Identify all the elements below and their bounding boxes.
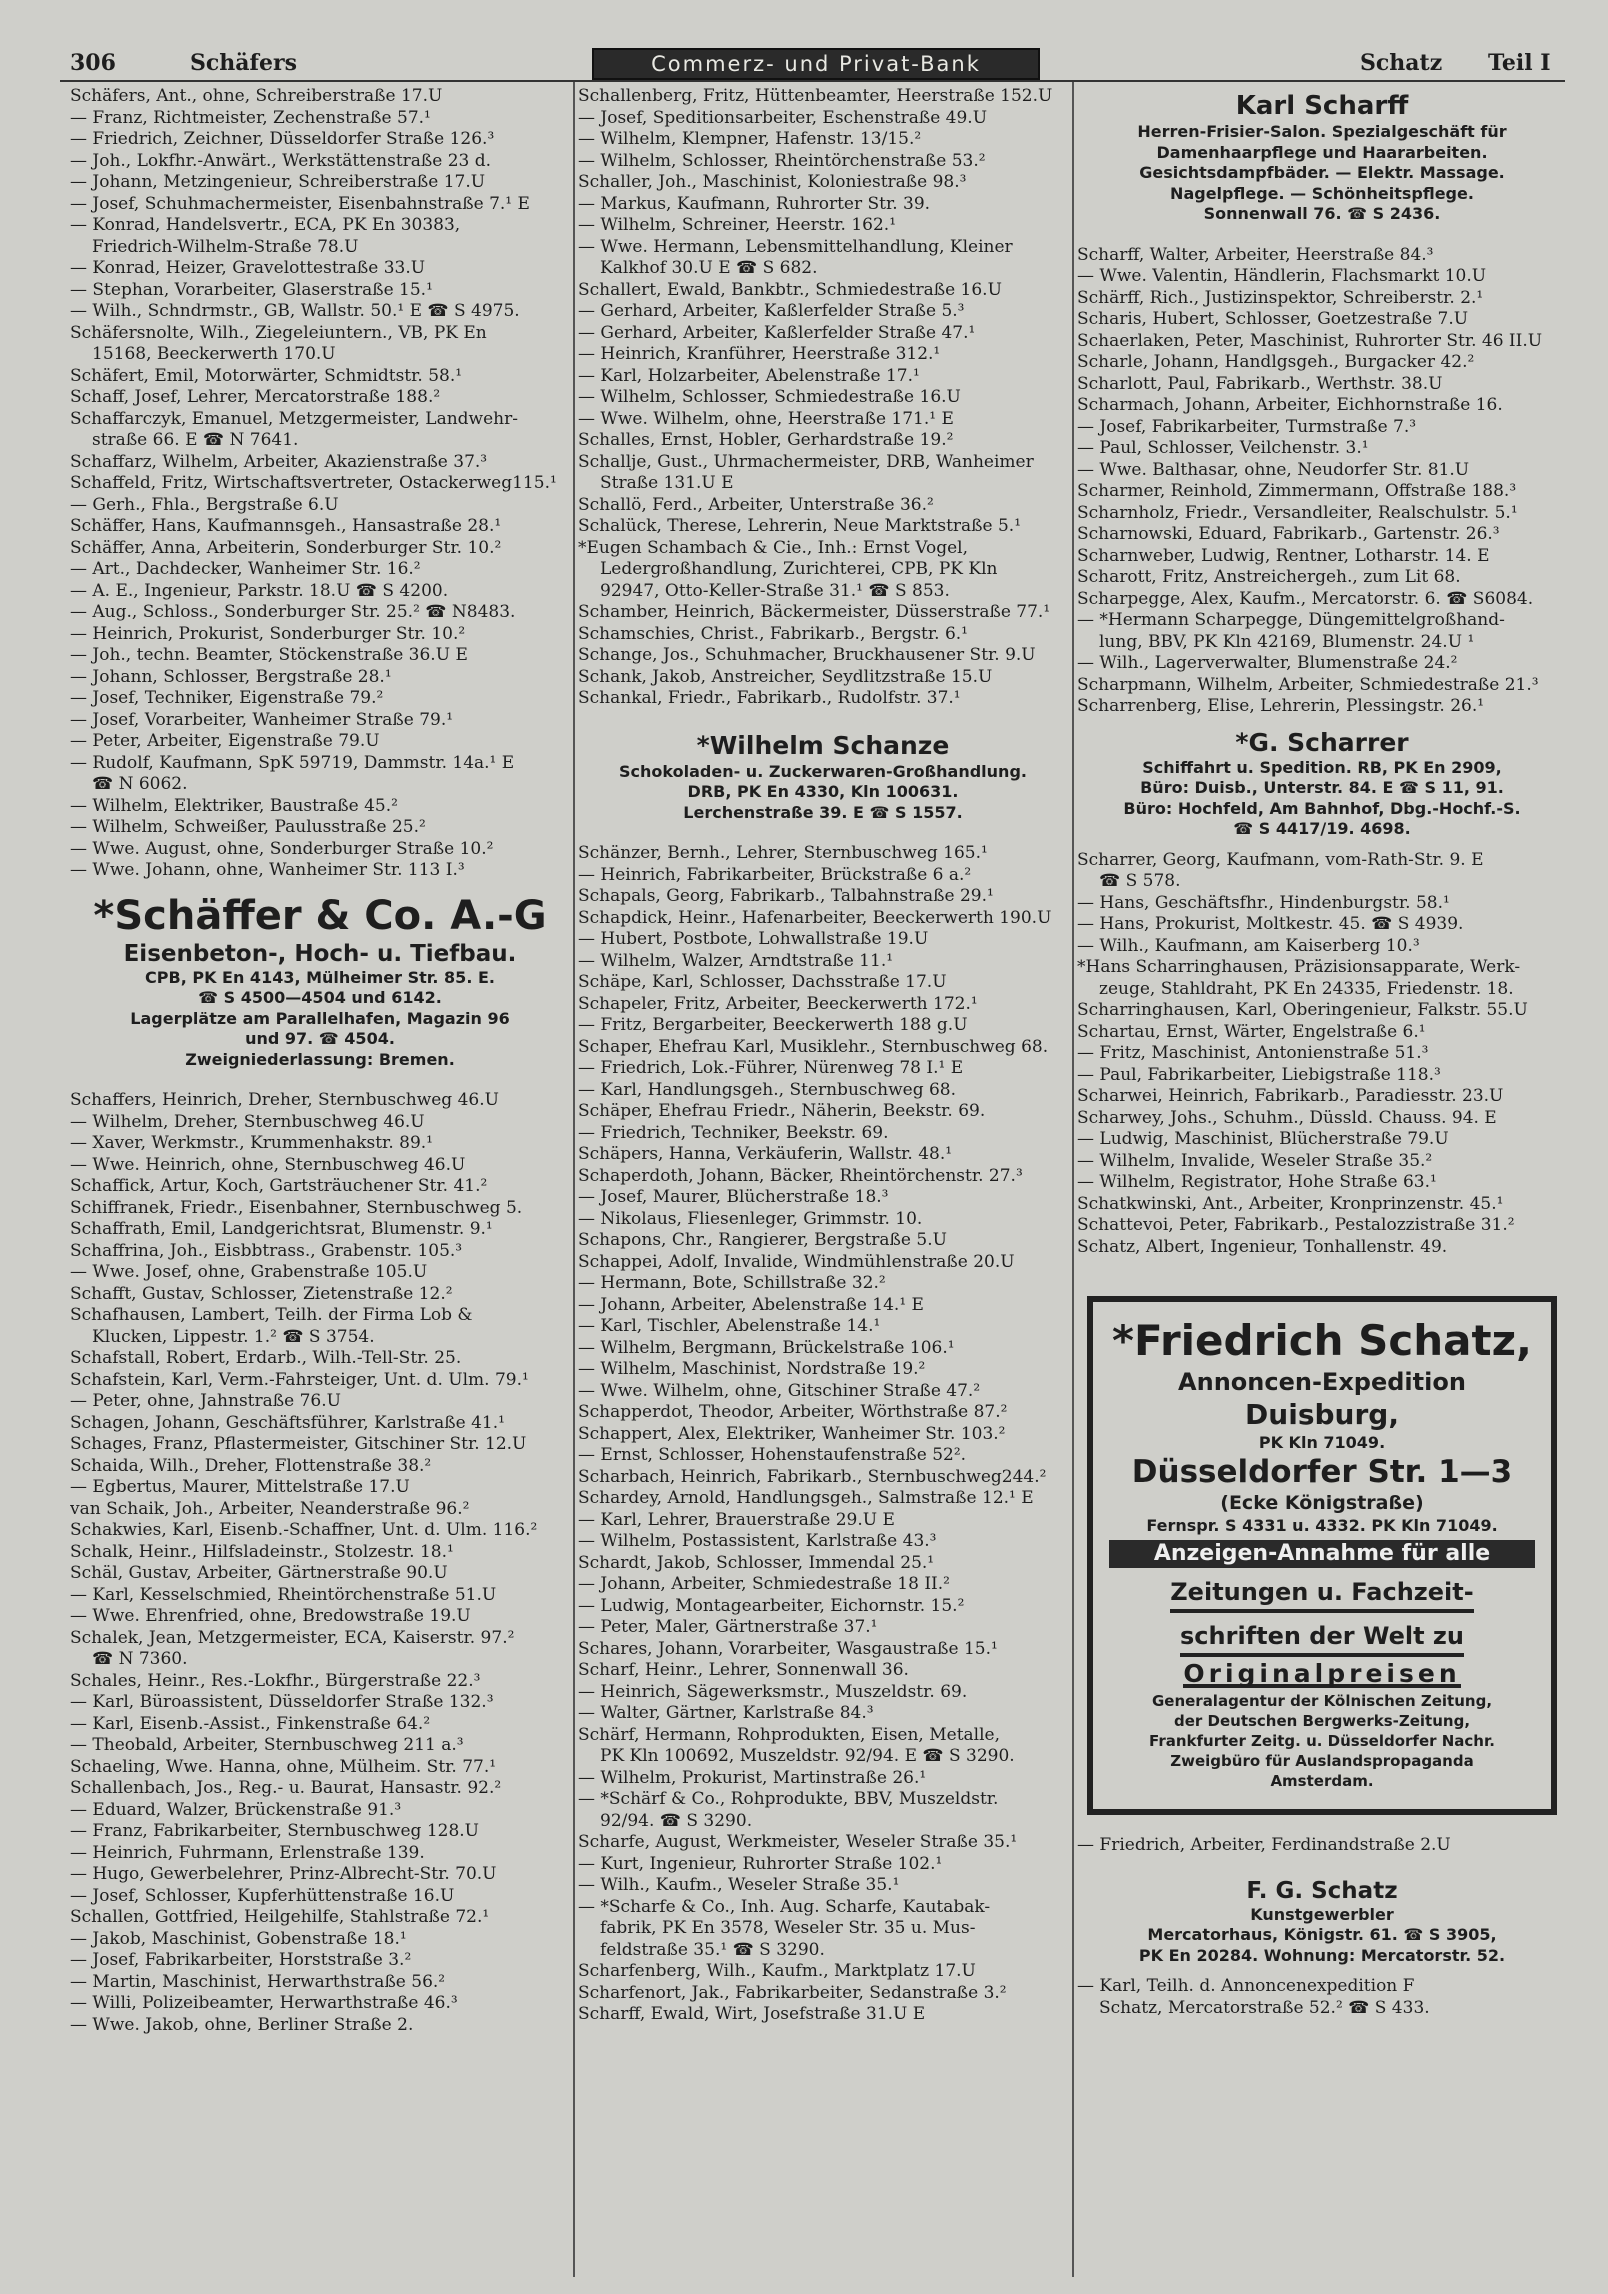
directory-entry-line: Schäfert, Emil, Motorwärter, Schmidtstr. 58.¹ xyxy=(70,365,463,386)
directory-entry-line: Schaffrina, Joh., Eisbbtrass., Grabenstr. 105.³ xyxy=(70,1240,463,1261)
directory-entry-line: Scharrer, Georg, Kaufmann, vom-Rath-Str. 9. E xyxy=(1077,849,1484,870)
directory-entry-line: Schales, Heinr., Res.-Lokfhr., Bürgerstraße 22.³ xyxy=(70,1670,481,1691)
directory-entry-line: — Wwe. Johann, ohne, Wanheimer Str. 113 I.³ xyxy=(70,860,465,880)
directory-entry-line: Scharmer, Reinhold, Zimmermann, Offstraße 188.³ xyxy=(1077,481,1517,501)
directory-entry-line: — Wilhelm, Walzer, Arndtstraße 11.¹ xyxy=(578,950,894,971)
entry-list xyxy=(1077,850,1567,1259)
directory-entry-line: — Friedrich, Zeichner, Düsseldorfer Straße 126.³ xyxy=(70,129,495,149)
directory-entry-line: — Wilhelm, Registrator, Hohe Straße 63.¹ xyxy=(1077,1172,1437,1192)
column-3 xyxy=(1077,86,1567,2019)
directory-entry-line: — Joh., techn. Beamter, Stöckenstraße 36.U E xyxy=(70,645,468,665)
ad-line: Sonnenwall 76. ☎ S 2436. xyxy=(1203,204,1441,223)
ad-box-friedrich-schatz xyxy=(1087,1296,1557,1815)
part-label: Teil I xyxy=(1488,50,1551,76)
directory-entry-line: — Hugo, Gewerbelehrer, Prinz-Albrecht-Str. 70.U xyxy=(70,1864,497,1884)
directory-entry-line: straße 66. E ☎ N 7641. xyxy=(92,430,299,450)
directory-entry-line: Scharwey, Johs., Schuhm., Düssld. Chauss. 94. E xyxy=(1077,1107,1497,1128)
directory-entry-line: — Johann, Metzingenieur, Schreiberstraße 17.U xyxy=(70,172,486,192)
directory-entry-line: Schardey, Arnold, Handlungsgeh., Salmstraße 12.¹ E xyxy=(578,1488,1034,1508)
directory-entry-line: Schärf, Hermann, Rohprodukten, Eisen, Metalle, xyxy=(578,1724,1001,1745)
directory-entry-line: — Peter, Maler, Gärtnerstraße 37.¹ xyxy=(578,1617,878,1637)
directory-entry-line: lung, BBV, PK Kln 42169, Blumenstr. 24.U ¹ xyxy=(1099,631,1475,652)
directory-entry-line: — Konrad, Handelsvertr., ECA, PK En 30383, xyxy=(70,215,461,235)
directory-entry-line: Schaffeld, Fritz, Wirtschaftsvertreter, Ostackerweg115.¹ xyxy=(70,473,557,493)
directory-entry-line: — Walter, Gärtner, Karlstraße 84.³ xyxy=(578,1703,874,1723)
directory-entry-line: — Josef, Maurer, Blücherstraße 18.³ xyxy=(578,1187,889,1207)
directory-entry-line: — Markus, Kaufmann, Ruhrorter Str. 39. xyxy=(578,193,931,214)
directory-entry-line: — Wwe. Balthasar, ohne, Neudorfer Str. 81.U xyxy=(1077,459,1470,480)
directory-entry-line: Schalek, Jean, Metzgermeister, ECA, Kaiserstr. 97.² xyxy=(70,1627,515,1648)
ad-line: Büro: Duisb., Unterstr. 84. E ☎ S 11, 91. xyxy=(1140,778,1504,797)
directory-entry-line: feldstraße 35.¹ ☎ S 3290. xyxy=(600,1939,825,1960)
directory-entry-line: — Wilh., Schndrmstr., GB, Wallstr. 50.¹ E ☎ S 4975. xyxy=(70,301,520,321)
left-running-head: Schäfers xyxy=(190,50,297,76)
directory-entry-line: Schäpe, Karl, Schlosser, Dachsstraße 17.U xyxy=(578,972,947,992)
directory-entry-line: fabrik, PK En 3578, Weseler Str. 35 u. Mus- xyxy=(600,1918,976,1938)
directory-entry-line: — Peter, Arbeiter, Eigenstraße 79.U xyxy=(70,731,380,751)
directory-entry-line: Schafft, Gustav, Schlosser, Zietenstraße 12.² xyxy=(70,1283,453,1304)
directory-entry-line: — Xaver, Werkmstr., Krummenhakstr. 89.¹ xyxy=(70,1133,433,1153)
directory-entry-line: Schamschies, Christ., Fabrikarb., Bergstr. 6.¹ xyxy=(578,623,968,644)
ad-line: Damenhaarpflege und Haararbeiten. xyxy=(1156,142,1488,162)
directory-entry-line: — Theobald, Arbeiter, Sternbuschweg 211 a.³ xyxy=(70,1735,464,1755)
box-line-inverted: Anzeigen-Annahme für alle xyxy=(1109,1540,1535,1568)
directory-entry-line: Schäpers, Hanna, Verkäuferin, Wallstr. 48.¹ xyxy=(578,1144,953,1164)
box-line: Annoncen-Expedition xyxy=(1178,1368,1466,1396)
directory-entry-line: Schallje, Gust., Uhrmachermeister, DRB, Wanheimer xyxy=(578,451,1034,472)
directory-entry-line: Schafstall, Robert, Erdarb., Wilh.-Tell-Str. 25. xyxy=(70,1348,462,1368)
directory-entry-line: Scharnweber, Ludwig, Rentner, Lotharstr. 14. E xyxy=(1077,545,1490,566)
directory-entry-line: Scharrenberg, Elise, Lehrerin, Plessingstr. 26.¹ xyxy=(1077,696,1485,716)
directory-entry-line: — Franz, Richtmeister, Zechenstraße 57.¹ xyxy=(70,107,431,128)
directory-entry-line: Schatz, Mercatorstraße 52.² ☎ S 433. xyxy=(1099,1997,1430,2018)
directory-entry-line: — Fritz, Bergarbeiter, Beeckerwerth 188 g.U xyxy=(578,1015,968,1035)
directory-entry-line: — Ludwig, Maschinist, Blücherstraße 79.U xyxy=(1077,1129,1449,1149)
ad-line: Herren-Frisier-Salon. Spezialgeschäft für xyxy=(1137,122,1507,141)
directory-entry-line: — Wwe. Wilhelm, ohne, Heerstraße 171.¹ E xyxy=(578,408,954,429)
directory-entry-line: Klucken, Lippestr. 1.² ☎ S 3754. xyxy=(92,1326,375,1347)
directory-entry-line: — Karl, Teilh. d. Annoncenexpedition F xyxy=(1077,1976,1415,1996)
directory-entry-line: — A. E., Ingenieur, Parkstr. 18.U ☎ S 4200. xyxy=(70,580,449,601)
directory-entry-line: — Ludwig, Montagearbeiter, Eichornstr. 15.² xyxy=(578,1595,965,1616)
directory-entry-line: Straße 131.U E xyxy=(600,473,734,493)
ad-title: Karl Scharff xyxy=(1235,91,1409,121)
ad-title: *Schäffer & Co. A.-G xyxy=(93,892,547,939)
directory-entry-line: Schäffer, Hans, Kaufmannsgeh., Hansastraße 28.¹ xyxy=(70,516,502,536)
directory-entry-line: — Josef, Fabrikarbeiter, Turmstraße 7.³ xyxy=(1077,416,1417,437)
ad-schaeffer xyxy=(70,892,570,1071)
directory-entry-line: Scharlott, Paul, Fabrikarb., Werthstr. 38.U xyxy=(1077,373,1443,394)
directory-entry-line: — Rudolf, Kaufmann, SpK 59719, Dammstr. 14a.¹ E xyxy=(70,752,515,773)
directory-entry-line: Scharnowski, Eduard, Fabrikarb., Gartenstr. 26.³ xyxy=(1077,524,1500,544)
entry-list xyxy=(70,86,570,882)
directory-entry-line: — Wwe. Ehrenfried, ohne, Bredowstraße 19.U xyxy=(70,1606,471,1626)
directory-entry-line: — Art., Dachdecker, Wanheimer Str. 16.² xyxy=(70,559,421,579)
directory-entry-line: Schapeler, Fritz, Arbeiter, Beeckerwerth 172.¹ xyxy=(578,993,978,1014)
ad-title: *G. Scharrer xyxy=(1235,727,1409,757)
directory-entry-line: — Wilhelm, Bergmann, Brückelstraße 106.¹ xyxy=(578,1337,955,1358)
directory-entry-line: Schatkwinski, Ant., Arbeiter, Kronprinzenstr. 45.¹ xyxy=(1077,1193,1504,1214)
ad-line: Büro: Hochfeld, Am Bahnhof, Dbg.-Hochf.-S. xyxy=(1123,798,1521,818)
ad-line: und 97. ☎ 4504. xyxy=(245,1029,395,1048)
directory-entry-line: — Jakob, Maschinist, Gobenstraße 18.¹ xyxy=(70,1928,407,1949)
directory-entry-line: Scharff, Ewald, Wirt, Josefstraße 31.U E xyxy=(578,2004,926,2024)
directory-entry-line: — Gerhard, Arbeiter, Kaßlerfelder Straße 47.¹ xyxy=(578,322,976,343)
ad-line: Schokoladen- u. Zuckerwaren-Großhandlung. xyxy=(619,761,1027,781)
directory-entry-line: — Gerh., Fhla., Bergstraße 6.U xyxy=(70,494,339,515)
directory-entry-line: Schakwies, Karl, Eisenb.-Schaffner, Unt. d. Ulm. 116.² xyxy=(70,1520,538,1540)
directory-entry-line: Schalles, Ernst, Hobler, Gerhardstraße 19.² xyxy=(578,430,954,450)
directory-entry-line: — Kurt, Ingenieur, Ruhrorter Straße 102.¹ xyxy=(578,1853,943,1874)
directory-entry-line: — Johann, Schlosser, Bergstraße 28.¹ xyxy=(70,666,392,687)
directory-entry-line: — Ernst, Schlosser, Hohenstaufenstraße 52². xyxy=(578,1445,967,1465)
entry-list xyxy=(578,86,1068,710)
box-line: (Ecke Königstraße) xyxy=(1220,1492,1424,1514)
directory-entry-line: *Hans Scharringhausen, Präzisionsapparate, Werk- xyxy=(1077,957,1521,977)
box-line: Amsterdam. xyxy=(1270,1772,1374,1790)
ad-line: Lerchenstraße 39. E ☎ S 1557. xyxy=(683,802,963,822)
directory-entry-line: — Karl, Lehrer, Brauerstraße 29.U E xyxy=(578,1509,895,1530)
directory-entry-line: — Josef, Fabrikarbeiter, Horststraße 3.² xyxy=(70,1950,412,1970)
directory-entry-line: — Johann, Arbeiter, Abelenstraße 14.¹ E xyxy=(578,1294,924,1315)
directory-entry-line: — Heinrich, Fuhrmann, Erlenstraße 139. xyxy=(70,1842,425,1863)
directory-entry-line: — Heinrich, Prokurist, Sonderburger Str. 10.² xyxy=(70,623,466,644)
directory-entry-line: — Wwe. Josef, ohne, Grabenstraße 105.U xyxy=(70,1262,428,1282)
entry-list xyxy=(1077,1835,1567,1857)
directory-entry-line: Scharfenort, Jak., Fabrikarbeiter, Sedanstraße 3.² xyxy=(578,1982,1007,2003)
directory-entry-line: Schapdick, Heinr., Hafenarbeiter, Beeckerwerth 190.U xyxy=(578,907,1052,928)
box-line: Düsseldorfer Str. 1—3 xyxy=(1131,1454,1513,1490)
directory-entry-line: Kalkhof 30.U E ☎ S 682. xyxy=(600,258,818,278)
entry-list xyxy=(70,1090,570,2036)
directory-entry-line: — Egbertus, Maurer, Mittelstraße 17.U xyxy=(70,1477,410,1497)
ad-scharff xyxy=(1077,90,1567,225)
directory-entry-line: Scharwei, Heinrich, Fabrikarb., Paradiesstr. 23.U xyxy=(1077,1086,1504,1106)
directory-entry-line: Scharnholz, Friedr., Versandleiter, Realschulstr. 5.¹ xyxy=(1077,502,1518,523)
directory-entry-line: ☎ S 578. xyxy=(1099,871,1181,891)
column-divider-1 xyxy=(573,82,575,2277)
directory-entry-line: Schappert, Alex, Elektriker, Wanheimer Str. 103.² xyxy=(578,1423,1006,1444)
column-2 xyxy=(578,86,1068,2026)
directory-entry-line: — Eduard, Walzer, Brückenstraße 91.³ xyxy=(70,1799,402,1820)
directory-entry-line: zeuge, Stahldraht, PK En 24335, Friedenstr. 18. xyxy=(1099,978,1514,999)
directory-entry-line: Scharpmann, Wilhelm, Arbeiter, Schmiedestraße 21.³ xyxy=(1077,674,1539,695)
directory-entry-line: Schäfersnolte, Wilh., Ziegeleiuntern., VB, PK En xyxy=(70,322,487,343)
column-divider-2 xyxy=(1072,82,1074,2277)
directory-entry-line: Schagen, Johann, Geschäftsführer, Karlstraße 41.¹ xyxy=(70,1412,505,1433)
directory-entry-line: Scharpegge, Alex, Kaufm., Mercatorstr. 6. ☎ S6084. xyxy=(1077,588,1534,609)
directory-entry-line: — Nikolaus, Fliesenleger, Grimmstr. 10. xyxy=(578,1208,923,1229)
directory-entry-line: Schallert, Ewald, Bankbtr., Schmiedestraße 16.U xyxy=(578,279,1002,300)
directory-entry-line: Schaffarczyk, Emanuel, Metzgermeister, Landwehr- xyxy=(70,408,518,429)
directory-entry-line: — Wilhelm, Prokurist, Martinstraße 26.¹ xyxy=(578,1767,927,1788)
directory-entry-line: Scharringhausen, Karl, Oberingenieur, Falkstr. 55.U xyxy=(1077,1000,1528,1020)
directory-entry-line: Schankal, Friedr., Fabrikarb., Rudolfstr. 37.¹ xyxy=(578,688,961,708)
directory-entry-line: Schares, Johann, Vorarbeiter, Wasgaustraße 15.¹ xyxy=(578,1638,998,1659)
ad-line: Mercatorhaus, Königstr. 61. ☎ S 3905, xyxy=(1147,1925,1497,1944)
ad-line: CPB, PK En 4143, Mülheimer Str. 85. E. xyxy=(145,967,495,987)
directory-entry-line: Schamber, Heinrich, Bäckermeister, Düsserstraße 77.¹ xyxy=(578,602,1051,622)
directory-entry-line: — Wilhelm, Postassistent, Karlstraße 43.³ xyxy=(578,1531,937,1551)
box-line: der Deutschen Bergwerks-Zeitung, xyxy=(1173,1712,1471,1730)
directory-entry-line: Schaida, Wilh., Dreher, Flottenstraße 38.² xyxy=(70,1455,432,1476)
directory-entry-line: — Heinrich, Kranführer, Heerstraße 312.¹ xyxy=(578,344,941,364)
directory-entry-line: ☎ N 6062. xyxy=(92,774,188,794)
directory-entry-line: — Wilhelm, Schreiner, Heerstr. 162.¹ xyxy=(578,215,897,235)
directory-entry-line: — Karl, Holzarbeiter, Abelenstraße 17.¹ xyxy=(578,365,920,386)
directory-entry-line: — Martin, Maschinist, Herwarthstraße 56.² xyxy=(70,1971,446,1992)
ad-line: Zweigniederlassung: Bremen. xyxy=(185,1049,455,1069)
ad-schanze xyxy=(578,730,1068,824)
directory-entry-line: Schäper, Ehefrau Friedr., Näherin, Beekstr. 69. xyxy=(578,1101,986,1121)
directory-entry-line: Schänzer, Bernh., Lehrer, Sternbuschweg 165.¹ xyxy=(578,843,988,863)
directory-entry-line: — Karl, Handlungsgeh., Sternbuschweg 68. xyxy=(578,1079,957,1100)
directory-entry-line: — Josef, Speditionsarbeiter, Eschenstraße 49.U xyxy=(578,107,988,128)
directory-entry-line: Schapons, Chr., Rangierer, Bergstraße 5.U xyxy=(578,1230,947,1250)
directory-entry-line: 92/94. ☎ S 3290. xyxy=(600,1810,753,1831)
directory-entry-line: — Karl, Tischler, Abelenstraße 14.¹ xyxy=(578,1316,881,1336)
directory-entry-line: — Friedrich, Arbeiter, Ferdinandstraße 2.U xyxy=(1077,1835,1451,1855)
box-line: Duisburg, xyxy=(1245,1398,1399,1431)
box-line: Originalpreisen xyxy=(1183,1658,1461,1688)
directory-entry-line: — Josef, Schuhmachermeister, Eisenbahnstraße 7.¹ E xyxy=(70,193,530,214)
directory-entry-line: — Fritz, Maschinist, Antonienstraße 51.³ xyxy=(1077,1043,1429,1063)
directory-entry-line: — Josef, Techniker, Eigenstraße 79.² xyxy=(70,688,384,708)
directory-entry-line: — Wilhelm, Maschinist, Nordstraße 19.² xyxy=(578,1359,926,1379)
directory-entry-line: — Wwe. Jakob, ohne, Berliner Straße 2. xyxy=(70,2014,414,2035)
box-line: Zweigbüro für Auslandspropaganda xyxy=(1170,1752,1474,1770)
directory-entry-line: Schattevoi, Peter, Fabrikarb., Pestalozzistraße 31.² xyxy=(1077,1215,1515,1235)
directory-entry-line: Schaff, Josef, Lehrer, Mercatorstraße 188.² xyxy=(70,387,441,407)
directory-entry-line: Schallö, Ferd., Arbeiter, Unterstraße 36.² xyxy=(578,494,934,515)
directory-entry-line: Friedrich-Wilhelm-Straße 78.U xyxy=(92,236,359,257)
directory-entry-line: — Hubert, Postbote, Lohwallstraße 19.U xyxy=(578,929,929,949)
ad-title: *Wilhelm Schanze xyxy=(696,730,950,760)
directory-entry-line: Ledergroßhandlung, Zurichterei, CPB, PK Kln xyxy=(600,559,998,579)
directory-entry-line: Scharff, Walter, Arbeiter, Heerstraße 84.³ xyxy=(1077,244,1434,265)
ad-line: Kunstgewerbler xyxy=(1250,1904,1394,1924)
ad-line: Schiffahrt u. Spedition. RB, PK En 2909, xyxy=(1142,757,1502,777)
directory-entry-line: — Wwe. Heinrich, ohne, Sternbuschweg 46.U xyxy=(70,1154,466,1175)
directory-entry-line: Scharmach, Johann, Arbeiter, Eichhornstraße 16. xyxy=(1077,395,1503,415)
directory-entry-line: Schalk, Heinr., Hilfsladeinstr., Stolzestr. 18.¹ xyxy=(70,1541,454,1562)
directory-entry-line: — Wwe. Valentin, Händlerin, Flachsmarkt 10.U xyxy=(1077,266,1487,286)
directory-entry-line: Schaller, Joh., Maschinist, Koloniestraße 98.³ xyxy=(578,172,967,192)
directory-entry-line: 92947, Otto-Keller-Straße 31.¹ ☎ S 853. xyxy=(600,580,950,601)
directory-entry-line: Schapals, Georg, Fabrikarb., Talbahnstraße 29.¹ xyxy=(578,886,994,906)
ad-scharrer xyxy=(1077,728,1567,840)
directory-entry-line: — Hans, Geschäftsfhr., Hindenburgstr. 58.¹ xyxy=(1077,892,1450,913)
directory-entry-line: — Karl, Büroassistent, Düsseldorfer Straße 132.³ xyxy=(70,1692,494,1712)
box-line: Zeitungen u. Fachzeit- xyxy=(1170,1575,1473,1613)
directory-entry-line: van Schaik, Joh., Arbeiter, Neanderstraße 96.² xyxy=(70,1498,470,1519)
directory-entry-line: — Wilh., Kaufmann, am Kaiserberg 10.³ xyxy=(1077,935,1420,956)
ad-line: ☎ S 4500—4504 und 6142. xyxy=(198,988,442,1007)
directory-entry-line: — Josef, Vorarbeiter, Wanheimer Straße 79.¹ xyxy=(70,709,454,730)
directory-entry-line: — Wilh., Lagerverwalter, Blumenstraße 24.² xyxy=(1077,653,1458,673)
ad-line: Lagerplätze am Parallelhafen, Magazin 96 xyxy=(130,1008,510,1028)
directory-entry-line: Schaffers, Heinrich, Dreher, Sternbuschweg 46.U xyxy=(70,1090,499,1110)
directory-entry-line: — Paul, Fabrikarbeiter, Liebigstraße 118.³ xyxy=(1077,1064,1441,1085)
directory-entry-line: — Josef, Schlosser, Kupferhüttenstraße 16.U xyxy=(70,1885,455,1906)
directory-entry-line: — Karl, Eisenb.-Assist., Finkenstraße 64.² xyxy=(70,1713,431,1734)
directory-entry-line: — Wwe. Wilhelm, ohne, Gitschiner Straße 47.² xyxy=(578,1380,981,1401)
ad-line: Eisenbeton-, Hoch- u. Tiefbau. xyxy=(123,940,517,967)
directory-entry-line: — Wilhelm, Invalide, Weseler Straße 35.² xyxy=(1077,1150,1433,1171)
directory-entry-line: Schartau, Ernst, Wärter, Engelstraße 6.¹ xyxy=(1077,1021,1426,1042)
directory-entry-line: — *Scharfe & Co., Inh. Aug. Scharfe, Kautabak- xyxy=(578,1896,991,1917)
directory-entry-line: — Willi, Polizeibeamter, Herwarthstraße 46.³ xyxy=(70,1993,458,2013)
directory-entry-line: Scharbach, Heinrich, Fabrikarb., Sternbuschweg244.² xyxy=(578,1466,1047,1487)
directory-entry-line: Schalück, Therese, Lehrerin, Neue Marktstraße 5.¹ xyxy=(578,516,1022,536)
ad-line: DRB, PK En 4330, Kln 100631. xyxy=(687,782,959,801)
directory-entry-line: Schappei, Adolf, Invalide, Windmühlenstraße 20.U xyxy=(578,1251,1015,1272)
directory-entry-line: — Joh., Lokfhr.-Anwärt., Werkstättenstraße 23 d. xyxy=(70,150,492,171)
directory-entry-line: Schapperdot, Theodor, Arbeiter, Wörthstraße 87.² xyxy=(578,1402,1008,1422)
directory-entry-line: Scharfe, August, Werkmeister, Weseler Straße 35.¹ xyxy=(578,1832,1018,1852)
box-line: schriften der Welt zu xyxy=(1180,1619,1464,1657)
directory-entry-line: — Wilh., Kaufm., Weseler Straße 35.¹ xyxy=(578,1875,900,1895)
directory-entry-line: — Heinrich, Sägewerksmstr., Muszeldstr. 69. xyxy=(578,1681,968,1702)
directory-entry-line: Scharfenberg, Wilh., Kaufm., Marktplatz 17.U xyxy=(578,1961,976,1981)
directory-entry-line: Schaeling, Wwe. Hanna, ohne, Mülheim. Str. 77.¹ xyxy=(70,1756,497,1777)
box-line: Frankfurter Zeitg. u. Düsseldorfer Nachr. xyxy=(1149,1732,1495,1750)
ad-line: Gesichtsdampfbäder. — Elektr. Massage. xyxy=(1139,163,1505,182)
directory-entry-line: Schafhausen, Lambert, Teilh. der Firma Lob & xyxy=(70,1305,473,1325)
entry-list xyxy=(578,843,1068,2026)
directory-entry-line: — *Schärf & Co., Rohprodukte, BBV, Muszeldstr. xyxy=(578,1789,999,1809)
directory-entry-line: Scharott, Fritz, Anstreichergeh., zum Lit 68. xyxy=(1077,567,1461,587)
directory-entry-line: — Heinrich, Fabrikarbeiter, Brückstraße 6 a.² xyxy=(578,864,972,885)
directory-entry-line: Schäfers, Ant., ohne, Schreiberstraße 17.U xyxy=(70,86,443,106)
directory-entry-line: Schaerlaken, Peter, Maschinist, Ruhrorter Str. 46 II.U xyxy=(1077,330,1543,351)
directory-entry-line: — Wilhelm, Schlosser, Schmiedestraße 16.U xyxy=(578,387,961,407)
directory-entry-line: Schaperdoth, Johann, Bäcker, Rheintörchenstr. 27.³ xyxy=(578,1165,1023,1186)
directory-entry-line: — Wwe. August, ohne, Sonderburger Straße 10.² xyxy=(70,838,494,859)
column-1 xyxy=(70,86,570,2036)
directory-entry-line: — Wilhelm, Klempner, Hafenstr. 13/15.² xyxy=(578,129,922,149)
directory-entry-line: PK Kln 100692, Muszeldstr. 92/94. E ☎ S 3290. xyxy=(600,1746,1015,1766)
box-line: Generalagentur der Kölnischen Zeitung, xyxy=(1151,1692,1493,1710)
directory-entry-line: 15168, Beeckerwerth 170.U xyxy=(92,344,336,364)
directory-entry-line: Schaffrath, Emil, Landgerichtsrat, Blumenstr. 9.¹ xyxy=(70,1219,493,1239)
directory-entry-line: — *Hermann Scharpegge, Düngemittelgroßhand- xyxy=(1077,610,1505,630)
box-line: Fernspr. S 4331 u. 4332. PK Kln 71049. xyxy=(1146,1516,1498,1535)
box-title: *Friedrich Schatz, xyxy=(1111,1316,1533,1365)
directory-entry-line: Schiffranek, Friedr., Eisenbahner, Sternbuschweg 5. xyxy=(70,1197,523,1218)
directory-entry-line: — Franz, Fabrikarbeiter, Sternbuschweg 128.U xyxy=(70,1821,480,1841)
directory-entry-line: Schatz, Albert, Ingenieur, Tonhallenstr. 49. xyxy=(1077,1236,1448,1257)
directory-entry-line: Scharf, Heinr., Lehrer, Sonnenwall 36. xyxy=(578,1660,909,1680)
ad-line: ☎ S 4417/19. 4698. xyxy=(1233,819,1411,838)
directory-entry-line: Schafstein, Karl, Verm.-Fahrsteiger, Unt. d. Ulm. 79.¹ xyxy=(70,1369,529,1390)
directory-entry-line: — Wwe. Hermann, Lebensmittelhandlung, Kleiner xyxy=(578,236,1013,257)
header-banner: Commerz- und Privat-Bank xyxy=(592,48,1040,80)
directory-entry-line: — Wilhelm, Schweißer, Paulusstraße 25.² xyxy=(70,817,426,837)
directory-entry-line: Schallenbach, Jos., Reg.- u. Baurat, Hansastr. 92.² xyxy=(70,1778,502,1798)
ad-line: Nagelpflege. — Schönheitspflege. xyxy=(1170,183,1474,203)
directory-entry-line: — Gerhard, Arbeiter, Kaßlerfelder Straße 5.³ xyxy=(578,301,965,321)
directory-entry-line: — Stephan, Vorarbeiter, Glaserstraße 15.¹ xyxy=(70,279,433,300)
directory-entry-line: — Johann, Arbeiter, Schmiedestraße 18 II.² xyxy=(578,1574,950,1594)
directory-entry-line: — Konrad, Heizer, Gravelottestraße 33.U xyxy=(70,258,426,278)
directory-entry-line: Schaffarz, Wilhelm, Arbeiter, Akazienstraße 37.³ xyxy=(70,451,488,472)
directory-entry-line: ☎ N 7360. xyxy=(92,1649,188,1669)
directory-entry-line: *Eugen Schambach & Cie., Inh.: Ernst Vogel, xyxy=(578,537,968,558)
directory-entry-line: Schallen, Gottfried, Heilgehilfe, Stahlstraße 72.¹ xyxy=(70,1907,490,1927)
right-running-head: Schatz xyxy=(1360,50,1443,76)
directory-entry-line: Scharis, Hubert, Schlosser, Goetzestraße 7.U xyxy=(1077,309,1469,329)
page-number: 306 xyxy=(70,50,116,76)
directory-entry-line: — Friedrich, Lok.-Führer, Nürenweg 78 I.¹ E xyxy=(578,1058,964,1078)
directory-entry-line: Schaper, Ehefrau Karl, Musiklehr., Sternbuschweg 68. xyxy=(578,1036,1049,1057)
directory-entry-line: — Aug., Schloss., Sonderburger Str. 25.² ☎ N8483. xyxy=(70,602,516,622)
directory-entry-line: Schank, Jakob, Anstreicher, Seydlitzstraße 15.U xyxy=(578,666,993,687)
box-line: PK Kln 71049. xyxy=(1258,1433,1386,1452)
directory-entry-line: — Wilhelm, Elektriker, Baustraße 45.² xyxy=(70,795,398,816)
ad-fg-schatz xyxy=(1077,1877,1567,1967)
header-rule xyxy=(60,80,1565,82)
directory-entry-line: — Paul, Schlosser, Veilchenstr. 3.¹ xyxy=(1077,438,1369,458)
directory-entry-line: Schaffick, Artur, Koch, Gartsträuchener Str. 41.² xyxy=(70,1176,488,1196)
directory-entry-line: — Friedrich, Techniker, Beekstr. 69. xyxy=(578,1122,889,1143)
directory-entry-line: — Peter, ohne, Jahnstraße 76.U xyxy=(70,1391,341,1411)
directory-entry-line: Schange, Jos., Schuhmacher, Bruckhausener Str. 9.U xyxy=(578,645,1036,665)
directory-entry-line: Schardt, Jakob, Schlosser, Immendal 25.¹ xyxy=(578,1552,935,1573)
ad-line: PK En 20284. Wohnung: Mercatorstr. 52. xyxy=(1138,1945,1506,1965)
directory-entry-line: Schärff, Rich., Justizinspektor, Schreiberstr. 2.¹ xyxy=(1077,287,1484,308)
entry-list xyxy=(1077,1976,1567,2019)
directory-entry-line: — Hermann, Bote, Schillstraße 32.² xyxy=(578,1273,886,1293)
directory-entry-line: — Wilhelm, Dreher, Sternbuschweg 46.U xyxy=(70,1111,425,1132)
directory-entry-line: Schages, Franz, Pflastermeister, Gitschiner Str. 12.U xyxy=(70,1434,527,1454)
directory-entry-line: — Hans, Prokurist, Moltkestr. 45. ☎ S 4939. xyxy=(1077,914,1464,934)
directory-entry-line: — Wilhelm, Schlosser, Rheintörchenstraße 53.² xyxy=(578,150,986,171)
directory-entry-line: Schäl, Gustav, Arbeiter, Gärtnerstraße 90.U xyxy=(70,1563,448,1583)
directory-entry-line: Schallenberg, Fritz, Hüttenbeamter, Heerstraße 152.U xyxy=(578,86,1053,106)
directory-entry-line: Scharle, Johann, Handlgsgeh., Burgacker 42.² xyxy=(1077,352,1475,372)
directory-entry-line: — Karl, Kesselschmied, Rheintörchenstraße 51.U xyxy=(70,1584,497,1605)
directory-entry-line: Schäffer, Anna, Arbeiterin, Sonderburger Str. 10.² xyxy=(70,537,502,558)
entry-list xyxy=(1077,245,1567,718)
ad-title: F. G. Schatz xyxy=(1246,1877,1398,1904)
